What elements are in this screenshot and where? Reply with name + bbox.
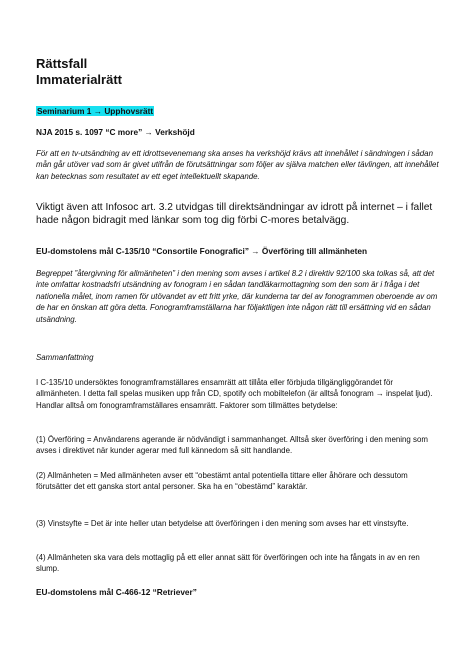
case2-ruling: Begreppet ”återgivning för allmänheten” i den mening som avses i artikel 8.2 i direktiv 92/100 ska tolkas så, att det inte omfattar kostnadsfri utsändning av fonogram i en sådan tandläkarmottagning som den som är i fråga i det nationella målet, inom ramen för utövandet av ett fritt yrke, där kunderna tar del av fonogrammen oberoende av om de har en önskan att göra detta. Fonogramframställarna har följaktligen inte någon rätt till ersättning vid en sådan utsändning. [36,269,438,324]
case2-factor-3: (3) Vinstsyfte = Det är inte heller utan betydelse att överföringen i den mening som avses har ett vinstsyfte. [36,519,409,528]
title-line-2: Immaterialrätt [36,72,122,87]
case2-factor-1: (1) Överföring = Användarens agerande är nödvändigt i sammanhanget. Alltså sker överföring i den mening som avses i direktivet när kunder agerar med full kännedom så sitt handlande. [36,435,428,456]
case2-summary: I C-135/10 undersöktes fonogramframställares ensamrätt att tillåta eller förbjuda tillgängliggörandet för allmänheten. I detta fall spelas musiken upp från CD, spotify och mobiltelefon (är alltså fonogram → inspelat ljud). Handlar alltså om fonogramframställares ensamrätt. Faktorer som tillmättes betydelse: [36,378,433,410]
case2-factor-4: (4) Allmänheten ska vara dels mottaglig på ett eller annat sätt för överföringen och inte ha fångats in av en ren slump. [36,553,420,574]
title-line-1: Rättsfall [36,56,88,71]
seminar-highlight: Seminarium 1 → Upphovsrätt [37,106,154,116]
case1-heading: NJA 2015 s. 1097 “C more” → Verkshöjd [36,127,195,137]
case3-heading: EU-domstolens mål C-466-12 “Retriever” [36,587,197,597]
seminar-heading [36,106,440,117]
case2-factor-2: (2) Allmänheten = Med allmänheten avser ett “obestämt antal potentiella tittare eller åhörare och dessutom förutsätter det ett ganska stort antal personer. Ska ha en “obestämd” karaktär. [36,471,408,492]
case1-ruling: För att en tv-utsändning av ett idrottsevenemang ska anses ha verkshöjd krävs att innehållet i sändningen i sådan mån går utöver vad som är givet utifrån de förutsättningar som följer av själva matchen eller tävlingen, att innehållet kan betecknas som resultatet av ett eget intellektuellt skapande. [36,149,439,181]
case2-heading: EU-domstolens mål C-135/10 “Consortile Fonografici” → Överföring till allmänheten [36,246,368,256]
case1-note: Viktigt även att Infosoc art. 3.2 utvidgas till direktsändningar av idrott på internet – i fallet hade någon bidragit med länkar som tog dig förbi C-mores betalvägg. [36,202,433,226]
case2-summary-label: Sammanfattning [36,353,94,362]
